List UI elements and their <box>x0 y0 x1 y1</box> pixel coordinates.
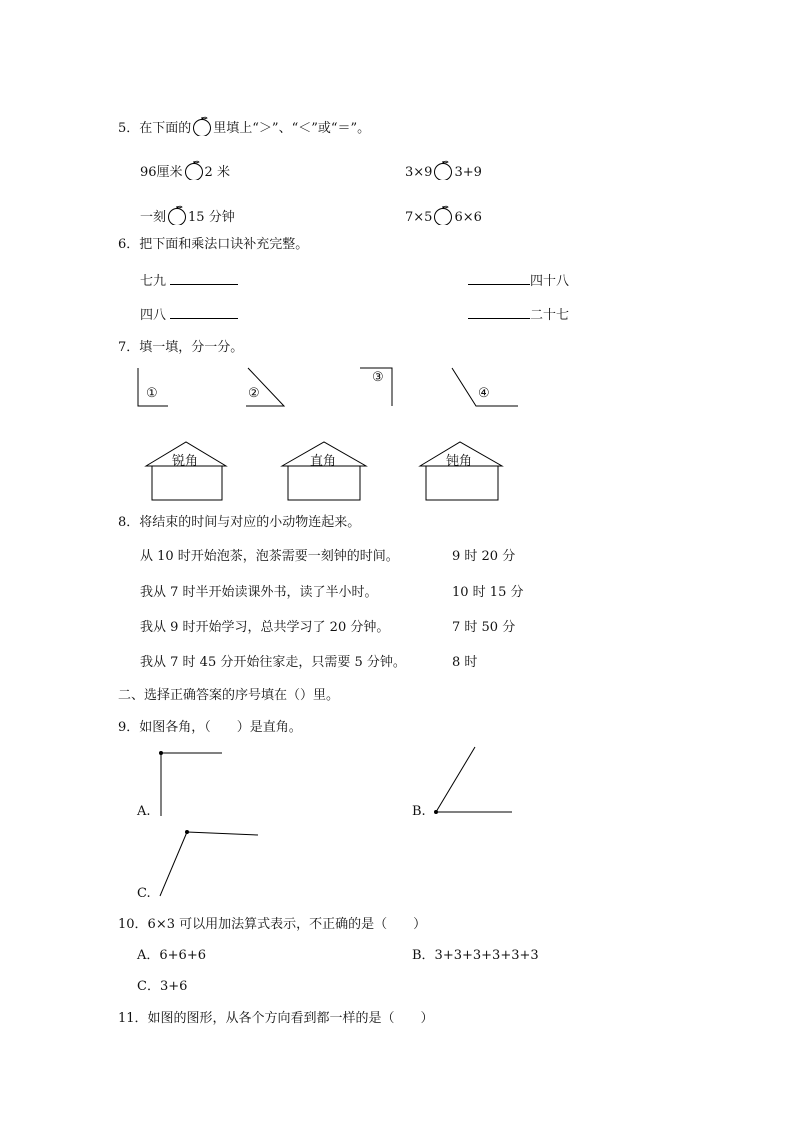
section-2-heading: 二、选择正确答案的序号填在（）里。 <box>118 688 340 703</box>
q8-row-2-text: 我从 7 时半开始读课外书，读了半小时。 <box>140 585 378 600</box>
q10-option-b[interactable]: B．3+3+3+3+3+3 <box>412 948 539 963</box>
q7-houses-figure <box>140 438 510 504</box>
q6-item-2 <box>468 272 569 290</box>
q5-item-1 <box>140 160 230 181</box>
q5-item-3-right: 15 分钟 <box>188 210 235 225</box>
q8-row-4-time[interactable]: 8 时 <box>452 655 478 670</box>
q9-option-b[interactable]: B. <box>412 804 426 819</box>
q5-item-2 <box>405 160 482 181</box>
angle-2-label: ② <box>248 386 260 401</box>
q8-row-2-time[interactable]: 10 时 15 分 <box>452 585 524 600</box>
q8-row-3-text: 我从 9 时开始学习，总共学习了 20 分钟。 <box>140 620 390 635</box>
q7-angles-figure <box>130 364 530 412</box>
house-obtuse-label: 钝角 <box>446 454 473 469</box>
answer-blank[interactable] <box>468 272 530 285</box>
q10-option-c[interactable]: C．3+6 <box>137 979 188 994</box>
q10-option-a[interactable]: A．6+6+6 <box>137 948 206 963</box>
answer-blank[interactable] <box>170 272 238 285</box>
q5-item-4-right: 6×6 <box>454 210 482 225</box>
apple-circle-icon <box>191 116 213 136</box>
q8-row-3-time[interactable]: 7 时 50 分 <box>452 620 516 635</box>
q6-item-4 <box>468 306 569 324</box>
q9-option-a[interactable]: A. <box>137 804 151 819</box>
q9-angles-figure <box>150 740 530 910</box>
q5-item-1-left: 96厘米 <box>140 165 183 180</box>
q5-stem-b: 里填上“＞”、“＜”或“＝”。 <box>213 121 371 136</box>
q5-stem-a: 5．在下面的 <box>118 121 192 136</box>
answer-blank[interactable] <box>170 306 238 319</box>
answer-blank[interactable] <box>468 306 530 319</box>
apple-circle-icon[interactable] <box>432 160 454 180</box>
q6-item-3 <box>140 306 238 324</box>
q5-item-2-right: 3+9 <box>454 165 482 180</box>
q5-item-1-right: 2 米 <box>204 165 230 180</box>
q7-stem: 7．填一填，分一分。 <box>118 340 244 355</box>
angle-c <box>160 830 258 896</box>
house-acute-label: 锐角 <box>172 454 199 469</box>
house-right-label: 直角 <box>310 454 337 469</box>
q5-item-4 <box>405 205 482 226</box>
q8-stem: 8．将结束的时间与对应的小动物连起来。 <box>118 515 361 530</box>
q5-item-4-left: 7×5 <box>405 210 433 225</box>
q8-row-4-text: 我从 7 时 45 分开始往家走，只需要 5 分钟。 <box>140 655 406 670</box>
q8-row-1-time[interactable]: 9 时 20 分 <box>452 549 516 564</box>
apple-circle-icon[interactable] <box>166 205 188 225</box>
q6-stem: 6．把下面和乘法口诀补充完整。 <box>118 237 309 252</box>
q6-item-3-prefix: 四八 <box>140 308 167 323</box>
q5-item-3 <box>140 205 235 226</box>
apple-circle-icon[interactable] <box>183 160 205 180</box>
angle-a <box>159 751 222 816</box>
q6-item-4-suffix: 二十七 <box>530 308 570 323</box>
q6-item-1 <box>140 272 238 290</box>
angle-b <box>434 747 512 814</box>
q11-stem: 11．如图的图形，从各个方向看到都一样的是（ ） <box>118 1011 434 1026</box>
q5-item-3-left: 一刻 <box>140 210 167 225</box>
q8-row-1-text: 从 10 时开始泡茶，泡茶需要一刻钟的时间。 <box>140 549 399 564</box>
q9-stem: 9．如图各角，（ ）是直角。 <box>118 720 302 735</box>
q9-option-c[interactable]: C. <box>137 886 151 901</box>
apple-circle-icon[interactable] <box>432 205 454 225</box>
angle-4-label: ④ <box>478 386 490 401</box>
q6-item-2-suffix: 四十八 <box>530 274 570 289</box>
q6-item-1-prefix: 七九 <box>140 274 167 289</box>
angle-3-label: ③ <box>372 370 384 385</box>
q10-stem: 10．6×3 可以用加法算式表示，不正确的是（ ） <box>118 917 427 932</box>
q5-stem <box>118 116 370 137</box>
angle-1-label: ① <box>146 386 158 401</box>
q5-item-2-left: 3×9 <box>405 165 433 180</box>
